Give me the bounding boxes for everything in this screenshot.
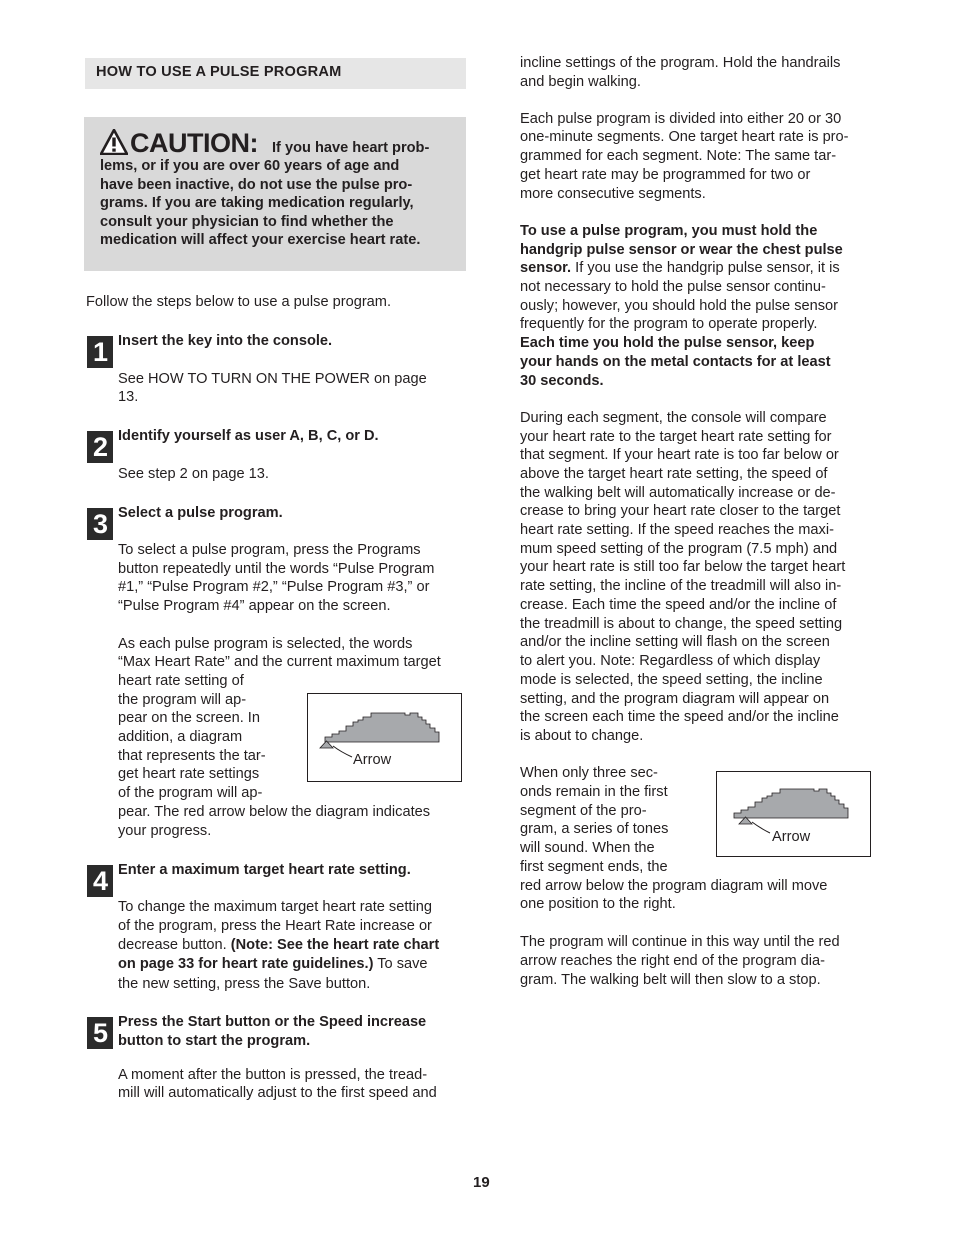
body-line: mode is selected, the speed setting, the incline xyxy=(520,672,823,688)
arrow-label: Arrow xyxy=(353,752,392,768)
body-line: ously; however, you should hold the pulse sensor xyxy=(520,298,839,314)
step-body-line: pear on the screen. In xyxy=(118,710,260,726)
body-line: and/or the incline setting will flash on the screen xyxy=(520,634,830,650)
body-line: the treadmill is about to change, the speed setting xyxy=(520,616,843,632)
body-line: first segment ends, the xyxy=(520,859,668,875)
step-body-line: See step 2 on page 13. xyxy=(118,466,269,482)
step-number-badge: 5 xyxy=(87,1017,113,1049)
body-line: segment of the pro- xyxy=(520,803,647,819)
body-line: Each pulse program is divided into either 20 or 30 xyxy=(520,111,842,127)
body-line: arrow reaches the right end of the program dia- xyxy=(520,953,826,969)
caution-text-line: grams. If you are taking medication regularly, xyxy=(100,195,414,211)
body-line: grammed for each segment. Note: The same tar- xyxy=(520,148,837,164)
step-body-line: get heart rate settings xyxy=(118,766,260,782)
body-line: more consecutive segments. xyxy=(520,186,706,202)
step-body-line: 13. xyxy=(118,389,139,405)
page-number: 19 xyxy=(473,1174,490,1191)
body-text-normal: If you use the handgrip pulse sensor, it is xyxy=(571,260,840,276)
program-diagram xyxy=(716,771,871,857)
body-line: will sound. When the xyxy=(520,840,655,856)
body-line: incline settings of the program. Hold the handrails xyxy=(520,55,841,71)
step-body-line xyxy=(118,955,428,974)
step-heading: Select a pulse program. xyxy=(118,505,283,521)
body-text-bold: sensor. xyxy=(520,260,572,276)
body-line-bold: 30 seconds. xyxy=(520,373,604,389)
body-text-bold: on page 33 for heart rate guidelines.) xyxy=(118,956,374,972)
intro-text: Follow the steps below to use a pulse program. xyxy=(86,294,392,310)
body-line: heart rate setting. If the speed reaches the maxi- xyxy=(520,522,834,538)
step-heading: button to start the program. xyxy=(118,1033,311,1049)
step-body-line: the program will ap- xyxy=(118,692,247,708)
body-line: The program will continue in this way until the red xyxy=(520,934,840,950)
step-heading: Enter a maximum target heart rate setting. xyxy=(118,862,411,878)
body-line: one position to the right. xyxy=(520,896,676,912)
step-body-line: mill will automatically adjust to the first speed and xyxy=(118,1085,437,1101)
body-line: to alert you. Note: Regardless of which display xyxy=(520,653,821,669)
step-body-line: addition, a diagram xyxy=(118,729,243,745)
body-line: and begin walking. xyxy=(520,74,641,90)
step-body-line: To change the maximum target heart rate setting xyxy=(118,899,432,915)
body-line: During each segment, the console will compare xyxy=(520,410,827,426)
body-text-normal: decrease button. xyxy=(118,937,231,953)
arrow-label: Arrow xyxy=(772,829,811,845)
step-body-line: To select a pulse program, press the Programs xyxy=(118,542,421,558)
step-body-line: “Max Heart Rate” and the current maximum target xyxy=(118,654,441,670)
caution-heading: CAUTION: xyxy=(130,128,258,158)
step-body-line: the new setting, press the Save button. xyxy=(118,976,371,992)
body-line: gram. The walking belt will then slow to a stop. xyxy=(520,972,821,988)
step-number-badge: 1 xyxy=(87,336,113,368)
step-number-badge: 2 xyxy=(87,431,113,463)
body-line: When only three sec- xyxy=(520,765,658,781)
body-line-bold: handgrip pulse sensor or wear the chest pulse xyxy=(520,242,843,258)
body-line: your heart rate is still too far below the target heart xyxy=(520,559,846,575)
step-body-line: of the program will ap- xyxy=(118,785,263,801)
body-line: your heart rate to the target heart rate setting for xyxy=(520,429,832,445)
step-body-line: pear. The red arrow below the diagram indicates xyxy=(118,804,431,820)
body-line: red arrow below the program diagram will move xyxy=(520,878,828,894)
caution-text-line: lems, or if you are over 60 years of age and xyxy=(100,158,400,174)
body-line: gram, a series of tones xyxy=(520,821,669,837)
step-body-line: of the program, press the Heart Rate increase or xyxy=(118,918,432,934)
caution-text-line: If you have heart prob- xyxy=(272,140,430,156)
body-line-bold: Each time you hold the pulse sensor, keep xyxy=(520,335,815,351)
step-number-badge: 3 xyxy=(87,508,113,540)
body-line: rate setting, the incline of the treadmill will also in- xyxy=(520,578,842,594)
step-body-line: button repeatedly until the words “Pulse Program xyxy=(118,561,435,577)
step-body-line: #1,” “Pulse Program #2,” “Pulse Program #3,” or xyxy=(118,579,430,595)
body-line: that segment. If your heart rate is too far below or xyxy=(520,447,839,463)
body-line: one-minute segments. One target heart rate is pro- xyxy=(520,129,849,145)
caution-text-line: medication will affect your exercise heart rate. xyxy=(100,232,421,248)
body-line: onds remain in the first xyxy=(520,784,668,800)
body-text-bold: (Note: See the heart rate chart xyxy=(230,937,440,953)
caution-text-line: consult your physician to find whether the xyxy=(100,214,394,230)
step-heading: Insert the key into the console. xyxy=(118,333,333,349)
body-line: above the target heart rate setting, the speed of xyxy=(520,466,828,482)
step-body-line xyxy=(118,936,439,955)
body-line: get heart rate may be programmed for two or xyxy=(520,167,811,183)
step-number-badge: 4 xyxy=(87,865,113,897)
body-line: the walking belt will automatically increase or de- xyxy=(520,485,836,501)
section-title: HOW TO USE A PULSE PROGRAM xyxy=(96,64,342,80)
body-line: frequently for the program to operate properly. xyxy=(520,316,818,332)
caution-text-line: have been inactive, do not use the pulse pro- xyxy=(100,177,413,193)
body-line xyxy=(520,259,840,278)
body-line: crease to bring your heart rate closer to the target xyxy=(520,503,841,519)
body-line: mum speed setting of the program (7.5 mph) and xyxy=(520,541,838,557)
step-body-line: that represents the tar- xyxy=(118,748,266,764)
body-line: the screen each time the speed and/or the incline xyxy=(520,709,839,725)
step-heading: Identify yourself as user A, B, C, or D. xyxy=(118,428,379,444)
body-text-normal: To save xyxy=(373,956,428,972)
warning-triangle-icon xyxy=(100,129,128,155)
step-body-line: “Pulse Program #4” appear on the screen. xyxy=(118,598,391,614)
body-line: crease. Each time the speed and/or the incline of xyxy=(520,597,837,613)
body-line: is about to change. xyxy=(520,728,644,744)
step-body-line: As each pulse program is selected, the words xyxy=(118,636,413,652)
body-line: not necessary to hold the pulse sensor continu- xyxy=(520,279,826,295)
step-body-line: your progress. xyxy=(118,823,212,839)
step-body-line: A moment after the button is pressed, the tread- xyxy=(118,1067,428,1083)
program-diagram xyxy=(307,693,462,782)
body-line: setting, and the program diagram will appear on xyxy=(520,691,830,707)
step-heading: Press the Start button or the Speed increase xyxy=(118,1014,427,1030)
step-body-line: heart rate setting of xyxy=(118,673,244,689)
step-body-line: See HOW TO TURN ON THE POWER on page xyxy=(118,371,427,387)
body-line-bold: your hands on the metal contacts for at least xyxy=(520,354,831,370)
body-line-bold: To use a pulse program, you must hold the xyxy=(520,223,818,239)
